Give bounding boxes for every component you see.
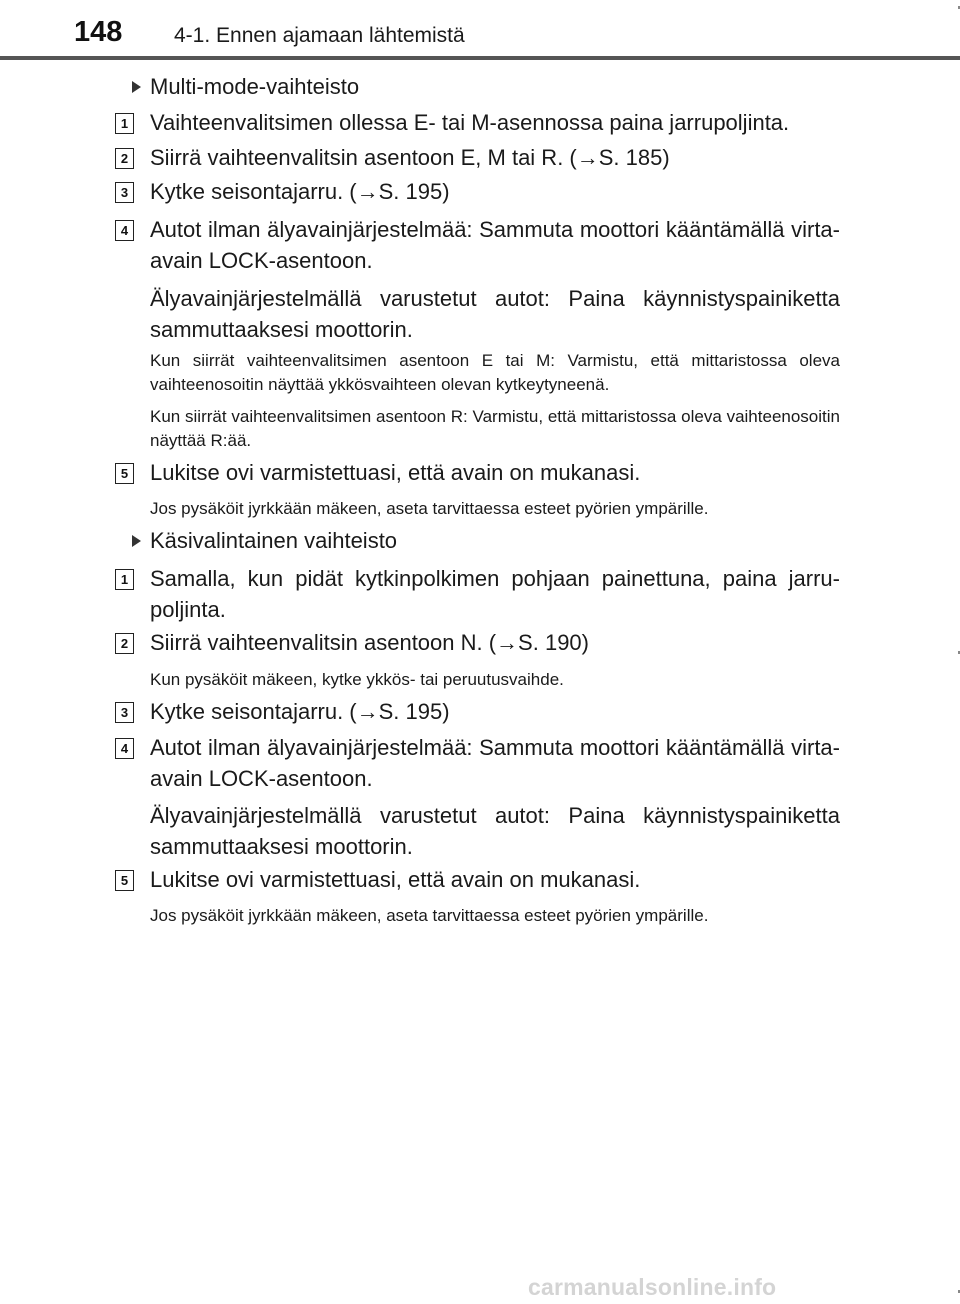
- step-item: [115, 732, 840, 794]
- step-number-badge: 1: [115, 569, 134, 590]
- watermark: carmanualsonline.info: [528, 1274, 777, 1300]
- note-text: Jos pysäköit jyrkkään mäkeen, aseta tarvittaessa esteet pyörien ympärille.: [150, 499, 709, 518]
- section-heading-multimode: [132, 72, 359, 102]
- step-item: [115, 214, 840, 276]
- step-item: [115, 107, 840, 138]
- step-item: [115, 142, 840, 173]
- note-text: Kun siirrät vaihteenvalitsimen asentoon E tai M: Varmistu, että mittaristossa oleva vaihteenosoitin näyttää ykkösvaihteen olevan kytkeytyneenä.: [150, 351, 840, 394]
- note-text: Kun siirrät vaihteenvalitsimen asentoon R: Varmistu, että mittaristossa oleva vaihteenosoitin näyttää R:ää.: [150, 407, 840, 450]
- step-item: [115, 563, 840, 625]
- note-text: Kun pysäköit mäkeen, kytke ykkös- tai peruutusvaihde.: [150, 670, 564, 689]
- step-number-badge: 5: [115, 463, 134, 484]
- triangle-arrow-icon: [132, 81, 141, 93]
- step-number-badge: 2: [115, 148, 134, 169]
- step-text: Vaihteenvalitsimen ollessa E- tai M-asennossa paina jarrupoljinta.: [150, 110, 790, 135]
- section-title: Multi-mode-vaihteisto: [150, 74, 360, 99]
- chapter-title: 4-1. Ennen ajamaan lähtemistä: [174, 24, 465, 47]
- step-text: Lukitse ovi varmistettuasi, että avain on mukanasi.: [150, 867, 641, 892]
- step-text: Autot ilman älyavainjärjestelmää: Sammuta moottori kääntämällä virta-avain LOCK-asentoon.: [150, 735, 840, 791]
- step-text: Samalla, kun pidät kytkinpolkimen pohjaan painettuna, paina jarrupoljinta.: [150, 566, 840, 622]
- step-text: Siirrä vaihteenvalitsin asentoon N. (→S. 190): [150, 630, 589, 655]
- step-text: Kytke seisontajarru. (→S. 195): [150, 699, 450, 724]
- step-number-badge: 3: [115, 182, 134, 203]
- step-item: [115, 696, 840, 727]
- step-item: [115, 176, 840, 207]
- step-text: Siirrä vaihteenvalitsin asentoon E, M tai R. (→S. 185): [150, 145, 670, 170]
- step-number-badge: 4: [115, 220, 134, 241]
- header-rule: [0, 56, 960, 60]
- page-number: 148: [74, 16, 123, 48]
- section-heading-manual: [132, 526, 397, 556]
- step-item: [115, 457, 840, 488]
- step-continuation: Älyavainjärjestelmällä varustetut autot: Paina käynnistyspainiketta sammuttaaksesi moottorin.: [150, 286, 840, 342]
- step-number-badge: 3: [115, 702, 134, 723]
- step-number-badge: 4: [115, 738, 134, 759]
- page-header: [0, 0, 960, 62]
- step-continuation: Älyavainjärjestelmällä varustetut autot: Paina käynnistyspainiketta sammuttaaksesi moottorin.: [150, 803, 840, 859]
- triangle-arrow-icon: [132, 535, 141, 547]
- step-text: Kytke seisontajarru. (→S. 195): [150, 179, 450, 204]
- step-number-badge: 1: [115, 113, 134, 134]
- section-title: Käsivalintainen vaihteisto: [150, 528, 398, 553]
- step-text: Autot ilman älyavainjärjestelmää: Sammuta moottori kääntämällä virta-avain LOCK-asentoon.: [150, 217, 840, 273]
- step-text: Lukitse ovi varmistettuasi, että avain on mukanasi.: [150, 460, 641, 485]
- note-text: Jos pysäköit jyrkkään mäkeen, aseta tarvittaessa esteet pyörien ympärille.: [150, 906, 709, 925]
- step-number-badge: 2: [115, 633, 134, 654]
- step-number-badge: 5: [115, 870, 134, 891]
- step-item: [115, 627, 840, 658]
- step-item: [115, 864, 840, 895]
